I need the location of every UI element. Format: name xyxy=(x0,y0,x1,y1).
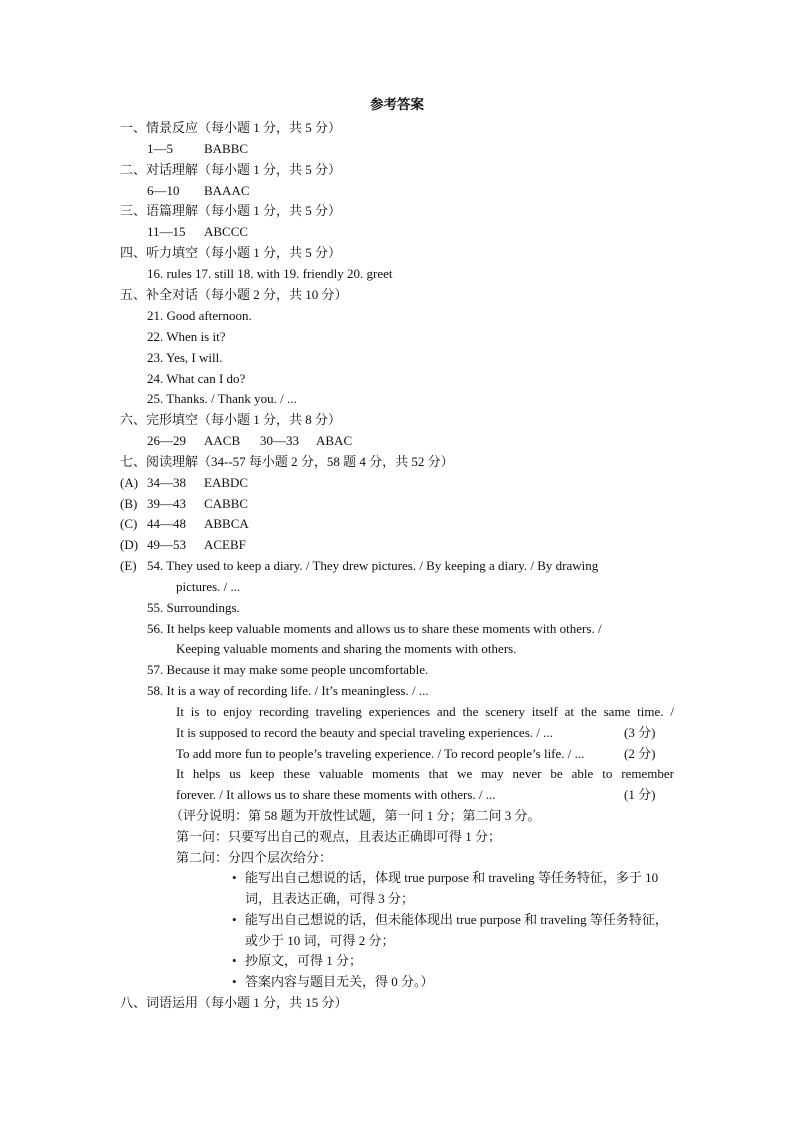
group-range: 49—53 xyxy=(147,537,186,552)
q56-line-2: Keeping valuable moments and sharing the moments with others. xyxy=(176,641,517,656)
group-answers: CABBC xyxy=(204,496,249,511)
group-label: (B) xyxy=(120,496,138,511)
section-2-heading: 二、对话理解（每小题 1 分，共 5 分） xyxy=(120,162,342,177)
group-label: (D) xyxy=(120,537,139,552)
q58-level-1-line-1: It helps us keep these valuable moments that we may never be able to remember xyxy=(176,766,674,781)
section-1-range: 1—5 xyxy=(147,141,173,156)
bullet-icon: • xyxy=(232,974,237,989)
q58-level-3-line-2: It is supposed to record the beauty and special traveling experiences. / ... xyxy=(176,725,553,740)
group-label-e: (E) xyxy=(120,558,137,573)
q58-level-3-score: (3 分) xyxy=(624,725,656,740)
group-answers: EABDC xyxy=(204,475,249,490)
scoring-note-1: （评分说明：第 58 题为开放性试题，第一问 1 分；第二问 3 分。 xyxy=(170,808,541,823)
section-5-item: 25. Thanks. / Thank you. / ... xyxy=(147,391,297,406)
section-8-heading: 八、词语运用（每小题 1 分，共 15 分） xyxy=(120,995,348,1010)
section-1-answers: BABBC xyxy=(204,141,249,156)
bullet-icon: • xyxy=(232,953,237,968)
section-6-range-1: 26—29 xyxy=(147,433,186,448)
bullet-icon: • xyxy=(232,912,237,927)
scoring-level-3-line-1: 能写出自己想说的话，体现 true purpose 和 traveling 等任务特征，多于 10 xyxy=(245,870,659,885)
group-label: (A) xyxy=(120,475,139,490)
group-range: 39—43 xyxy=(147,496,186,511)
q58-level-2-score: (2 分) xyxy=(624,746,656,761)
q58: 58. It is a way of recording life. / It’s meaningless. / ... xyxy=(147,683,429,698)
section-3-range: 11—15 xyxy=(147,224,186,239)
scoring-note-2: 第一问：只要写出自己的观点，且表达正确即可得 1 分； xyxy=(176,829,502,844)
section-3-heading: 三、语篇理解（每小题 1 分，共 5 分） xyxy=(120,203,342,218)
group-answers: ABBCA xyxy=(204,516,249,531)
section-6-range-2: 30—33 xyxy=(260,433,299,448)
section-5-item: 23. Yes, I will. xyxy=(147,350,223,365)
q58-level-3-line-1: It is to enjoy recording traveling experiences and the scenery itself at the same time. / xyxy=(176,704,674,719)
section-4-heading: 四、听力填空（每小题 1 分，共 5 分） xyxy=(120,245,342,260)
section-3-answers: ABCCC xyxy=(204,224,249,239)
bullet-icon: • xyxy=(232,870,237,885)
group-answers: ACEBF xyxy=(204,537,246,552)
section-5-item: 24. What can I do? xyxy=(147,371,246,386)
scoring-level-1-line: 抄原文，可得 1 分； xyxy=(245,953,363,968)
section-6-heading: 六、完形填空（每小题 1 分，共 8 分） xyxy=(120,412,342,427)
q57: 57. Because it may make some people uncomfortable. xyxy=(147,662,429,677)
q54-line-2: pictures. / ... xyxy=(176,579,241,594)
section-6-answers-2: ABAC xyxy=(316,433,353,448)
q58-level-1-score: (1 分) xyxy=(624,787,656,802)
section-7-heading: 七、阅读理解（34--57 每小题 2 分，58 题 4 分，共 52 分） xyxy=(120,454,454,469)
scoring-level-2-line-2: 或少于 10 词，可得 2 分； xyxy=(245,933,395,948)
section-4-answers: 16. rules 17. still 18. with 19. friendly 20. greet xyxy=(147,266,393,281)
section-1-heading: 一、情景反应（每小题 1 分，共 5 分） xyxy=(120,120,342,135)
q58-level-1-line-2: forever. / It allows us to share these moments with others. / ... xyxy=(176,787,496,802)
section-5-heading: 五、补全对话（每小题 2 分，共 10 分） xyxy=(120,287,348,302)
group-label: (C) xyxy=(120,516,138,531)
group-range: 34—38 xyxy=(147,475,186,490)
q54-line-1: 54. They used to keep a diary. / They drew pictures. / By keeping a diary. / By drawing xyxy=(147,558,599,573)
page-title: 参考答案 xyxy=(370,97,424,112)
group-range: 44—48 xyxy=(147,516,186,531)
q56-line-1: 56. It helps keep valuable moments and allows us to share these moments with others. / xyxy=(147,621,602,636)
scoring-level-2-line-1: 能写出自己想说的话，但未能体现出 true purpose 和 traveling 等任务特征， xyxy=(245,912,668,927)
scoring-note-3: 第二问：分四个层次给分： xyxy=(176,850,333,865)
q55: 55. Surroundings. xyxy=(147,600,240,615)
q58-level-2-line: To add more fun to people’s traveling experience. / To record people’s life. / ... xyxy=(176,746,585,761)
section-5-item: 22. When is it? xyxy=(147,329,226,344)
section-2-range: 6—10 xyxy=(147,183,180,198)
section-5-item: 21. Good afternoon. xyxy=(147,308,252,323)
section-2-answers: BAAAC xyxy=(204,183,250,198)
section-6-answers-1: AACB xyxy=(204,433,241,448)
scoring-level-0-line: 答案内容与题目无关，得 0 分。） xyxy=(245,974,434,989)
scoring-level-3-line-2: 词，且表达正确，可得 3 分； xyxy=(245,891,415,906)
